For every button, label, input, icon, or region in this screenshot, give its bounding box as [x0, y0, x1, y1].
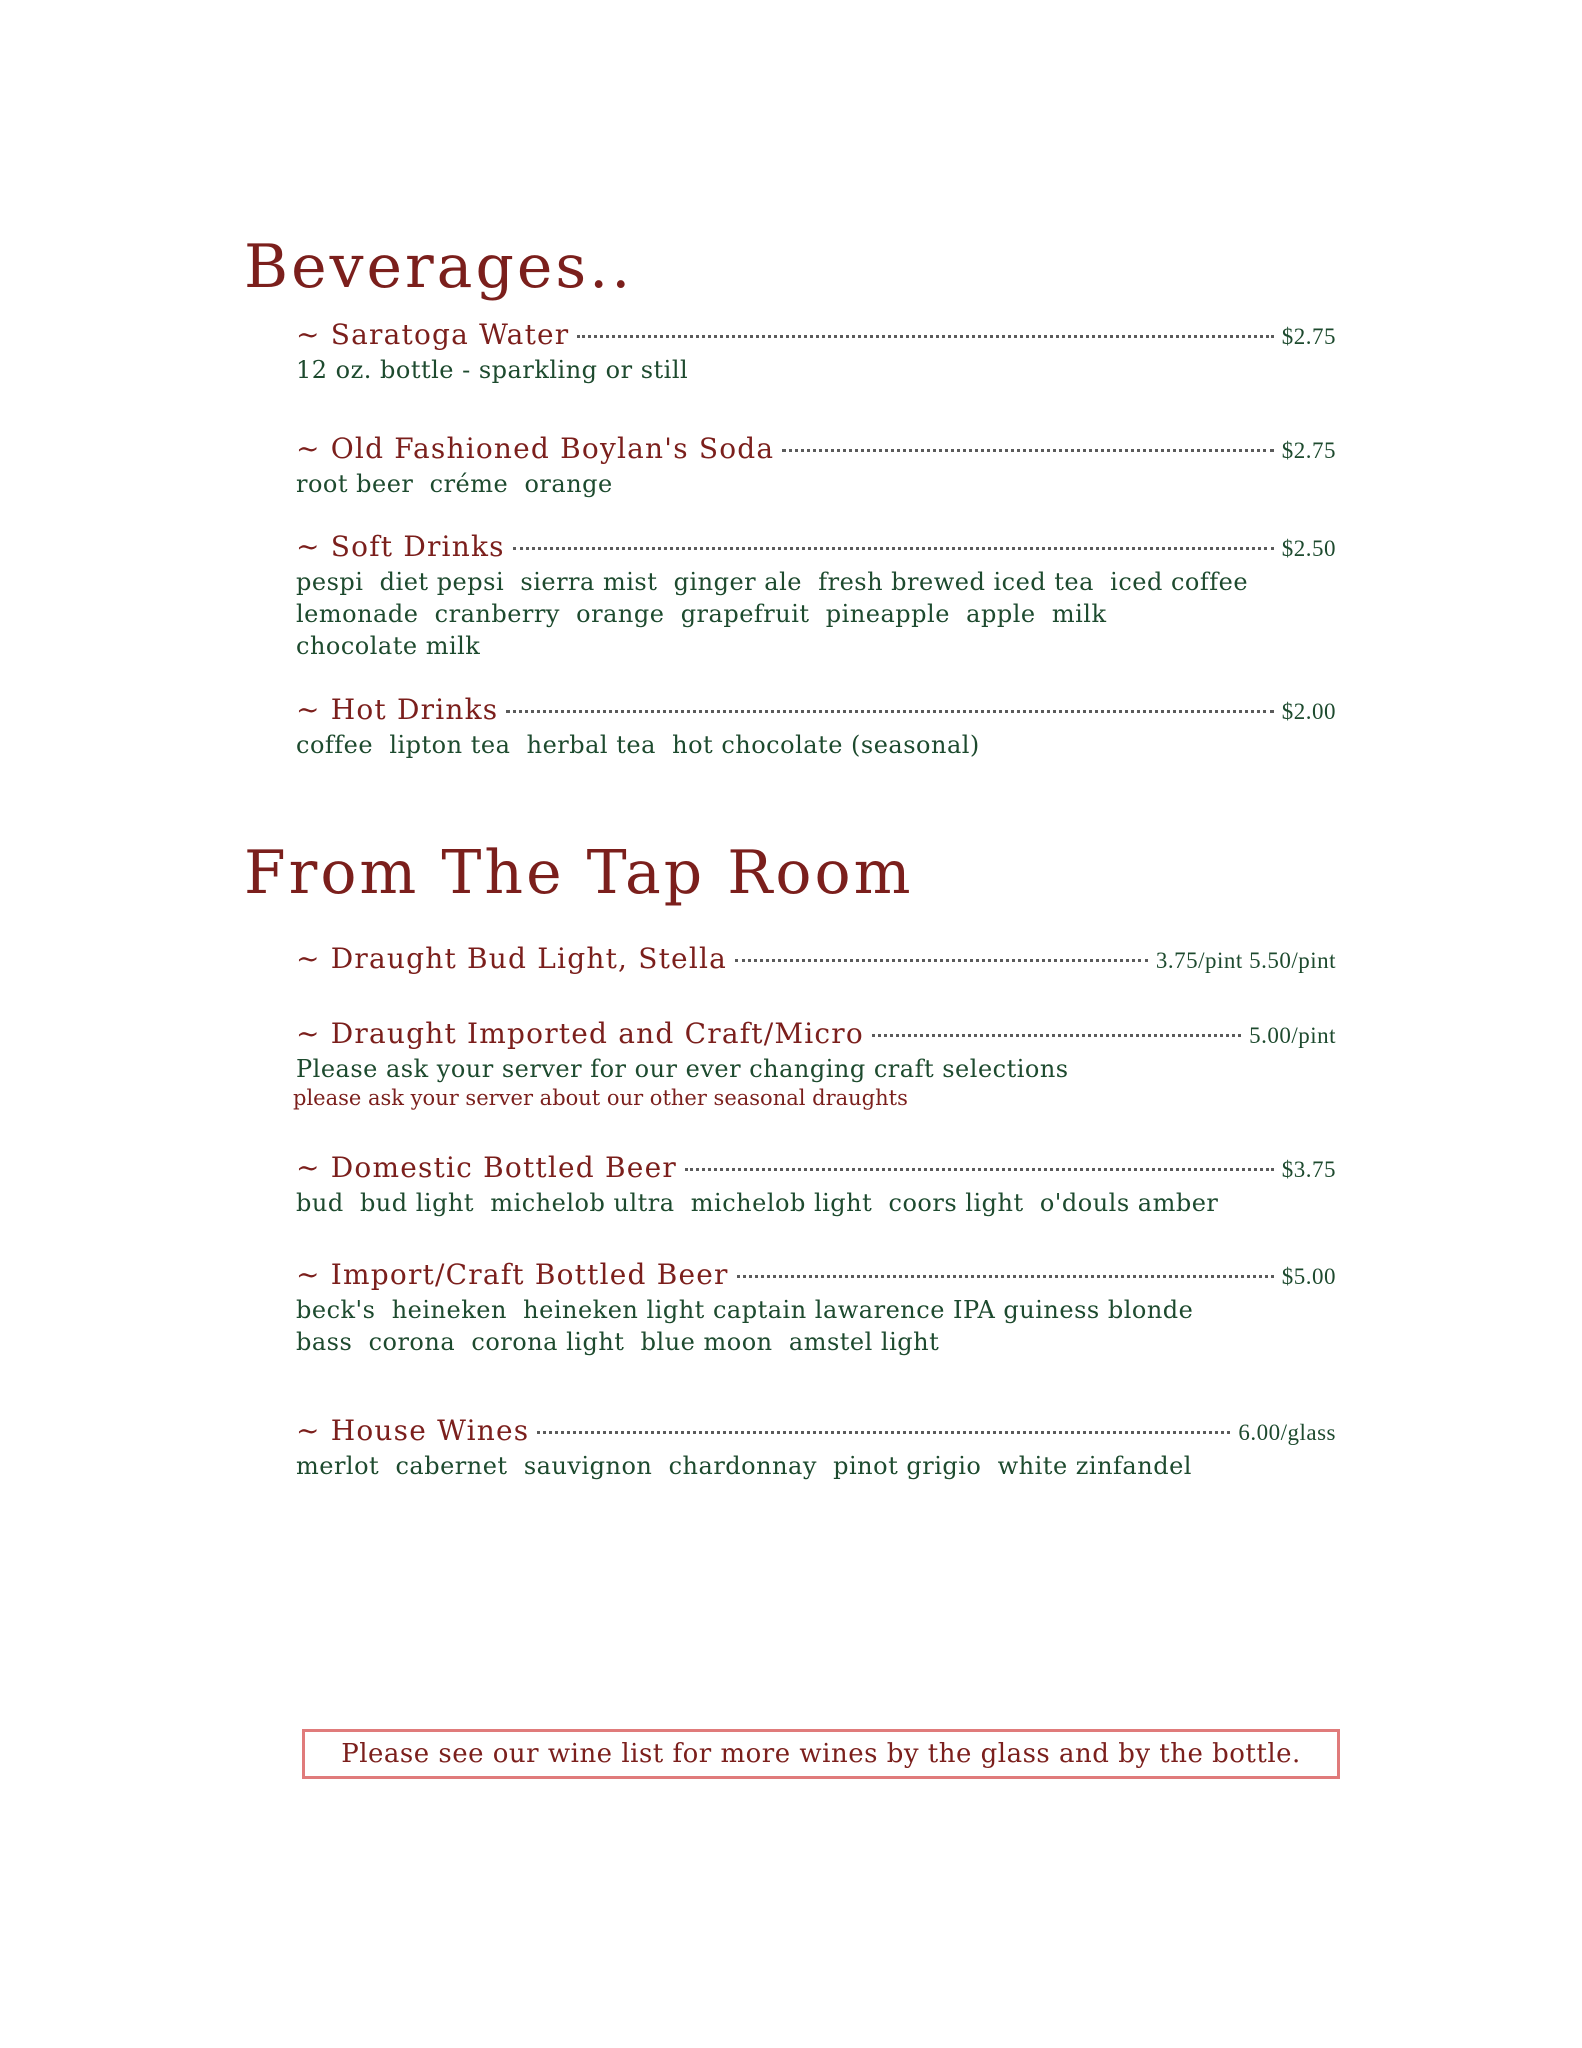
menu-item-saratoga-water [296, 318, 1336, 386]
wine-list-note-text: Please see our wine list for more wines by the glass and by the bottle. [341, 1739, 1301, 1769]
dot-leader [537, 1431, 1230, 1434]
menu-item-domestic-bottled-beer [296, 1151, 1336, 1219]
item-description: Please ask your server for our ever changing craft selections [296, 1055, 1069, 1083]
item-name: ~ Draught Bud Light, Stella [296, 942, 728, 975]
item-name: ~ House Wines [296, 1414, 530, 1447]
item-price: 6.00/glass [1238, 1420, 1336, 1445]
menu-item-import-craft-bottled-beer [296, 1258, 1336, 1358]
item-name: ~ Old Fashioned Boylan's Soda [296, 432, 775, 465]
dot-leader [782, 449, 1273, 452]
item-description: bass corona corona light blue moon amstel light [296, 1328, 940, 1356]
item-name: ~ Domestic Bottled Beer [296, 1151, 677, 1184]
item-description: bud bud light michelob ultra michelob light coors light o'douls amber [296, 1189, 1219, 1217]
dot-leader [735, 959, 1148, 962]
dot-leader [685, 1168, 1274, 1171]
item-description: merlot cabernet sauvignon chardonnay pinot grigio white zinfandel [296, 1452, 1192, 1480]
beverages-title: Beverages.. [244, 232, 634, 302]
item-description: chocolate milk [296, 632, 481, 660]
menu-item-hot-drinks [296, 693, 1336, 761]
item-description: pespi diet pepsi sierra mist ginger ale fresh brewed iced tea iced coffee [296, 568, 1249, 596]
item-price: $2.75 [1281, 324, 1336, 349]
item-name: ~ Draught Imported and Craft/Micro [296, 1017, 864, 1050]
menu-item-soft-drinks [296, 530, 1336, 662]
menu-item-draught-imported-craft [293, 1017, 1336, 1111]
item-name: ~ Import/Craft Bottled Beer [296, 1258, 729, 1291]
item-description: root beer créme orange [296, 470, 613, 498]
item-price: 3.75/pint 5.50/pint [1155, 948, 1336, 973]
item-price: $3.75 [1281, 1157, 1336, 1182]
item-description: coffee lipton tea herbal tea hot chocolate (seasonal) [296, 731, 980, 759]
item-price: $2.50 [1281, 536, 1336, 561]
item-price: 5.00/pint [1249, 1023, 1336, 1048]
menu-item-house-wines [296, 1414, 1336, 1482]
item-description: beck's heineken heineken light captain lawarence IPA guiness blonde [296, 1296, 1194, 1324]
item-name: ~ Soft Drinks [296, 530, 505, 563]
item-description: lemonade cranberry orange grapefruit pineapple apple milk [296, 600, 1107, 628]
menu-item-boylans-soda [296, 432, 1336, 500]
item-price: $2.75 [1281, 438, 1336, 463]
wine-list-note [302, 1729, 1340, 1779]
dot-leader [737, 1275, 1274, 1278]
menu-item-draught-bud-stella [296, 942, 1336, 978]
dot-leader [872, 1034, 1241, 1037]
dot-leader [577, 335, 1273, 338]
dot-leader [506, 710, 1273, 713]
item-price: $2.00 [1281, 699, 1336, 724]
item-name: ~ Hot Drinks [296, 693, 499, 726]
item-seasonal-note: please ask your server about our other seasonal draughts [293, 1086, 908, 1110]
tap-room-title: From The Tap Room [244, 838, 914, 908]
dot-leader [513, 547, 1274, 550]
item-description: 12 oz. bottle - sparkling or still [296, 356, 689, 384]
item-name: ~ Saratoga Water [296, 318, 570, 351]
item-price: $5.00 [1281, 1264, 1336, 1289]
